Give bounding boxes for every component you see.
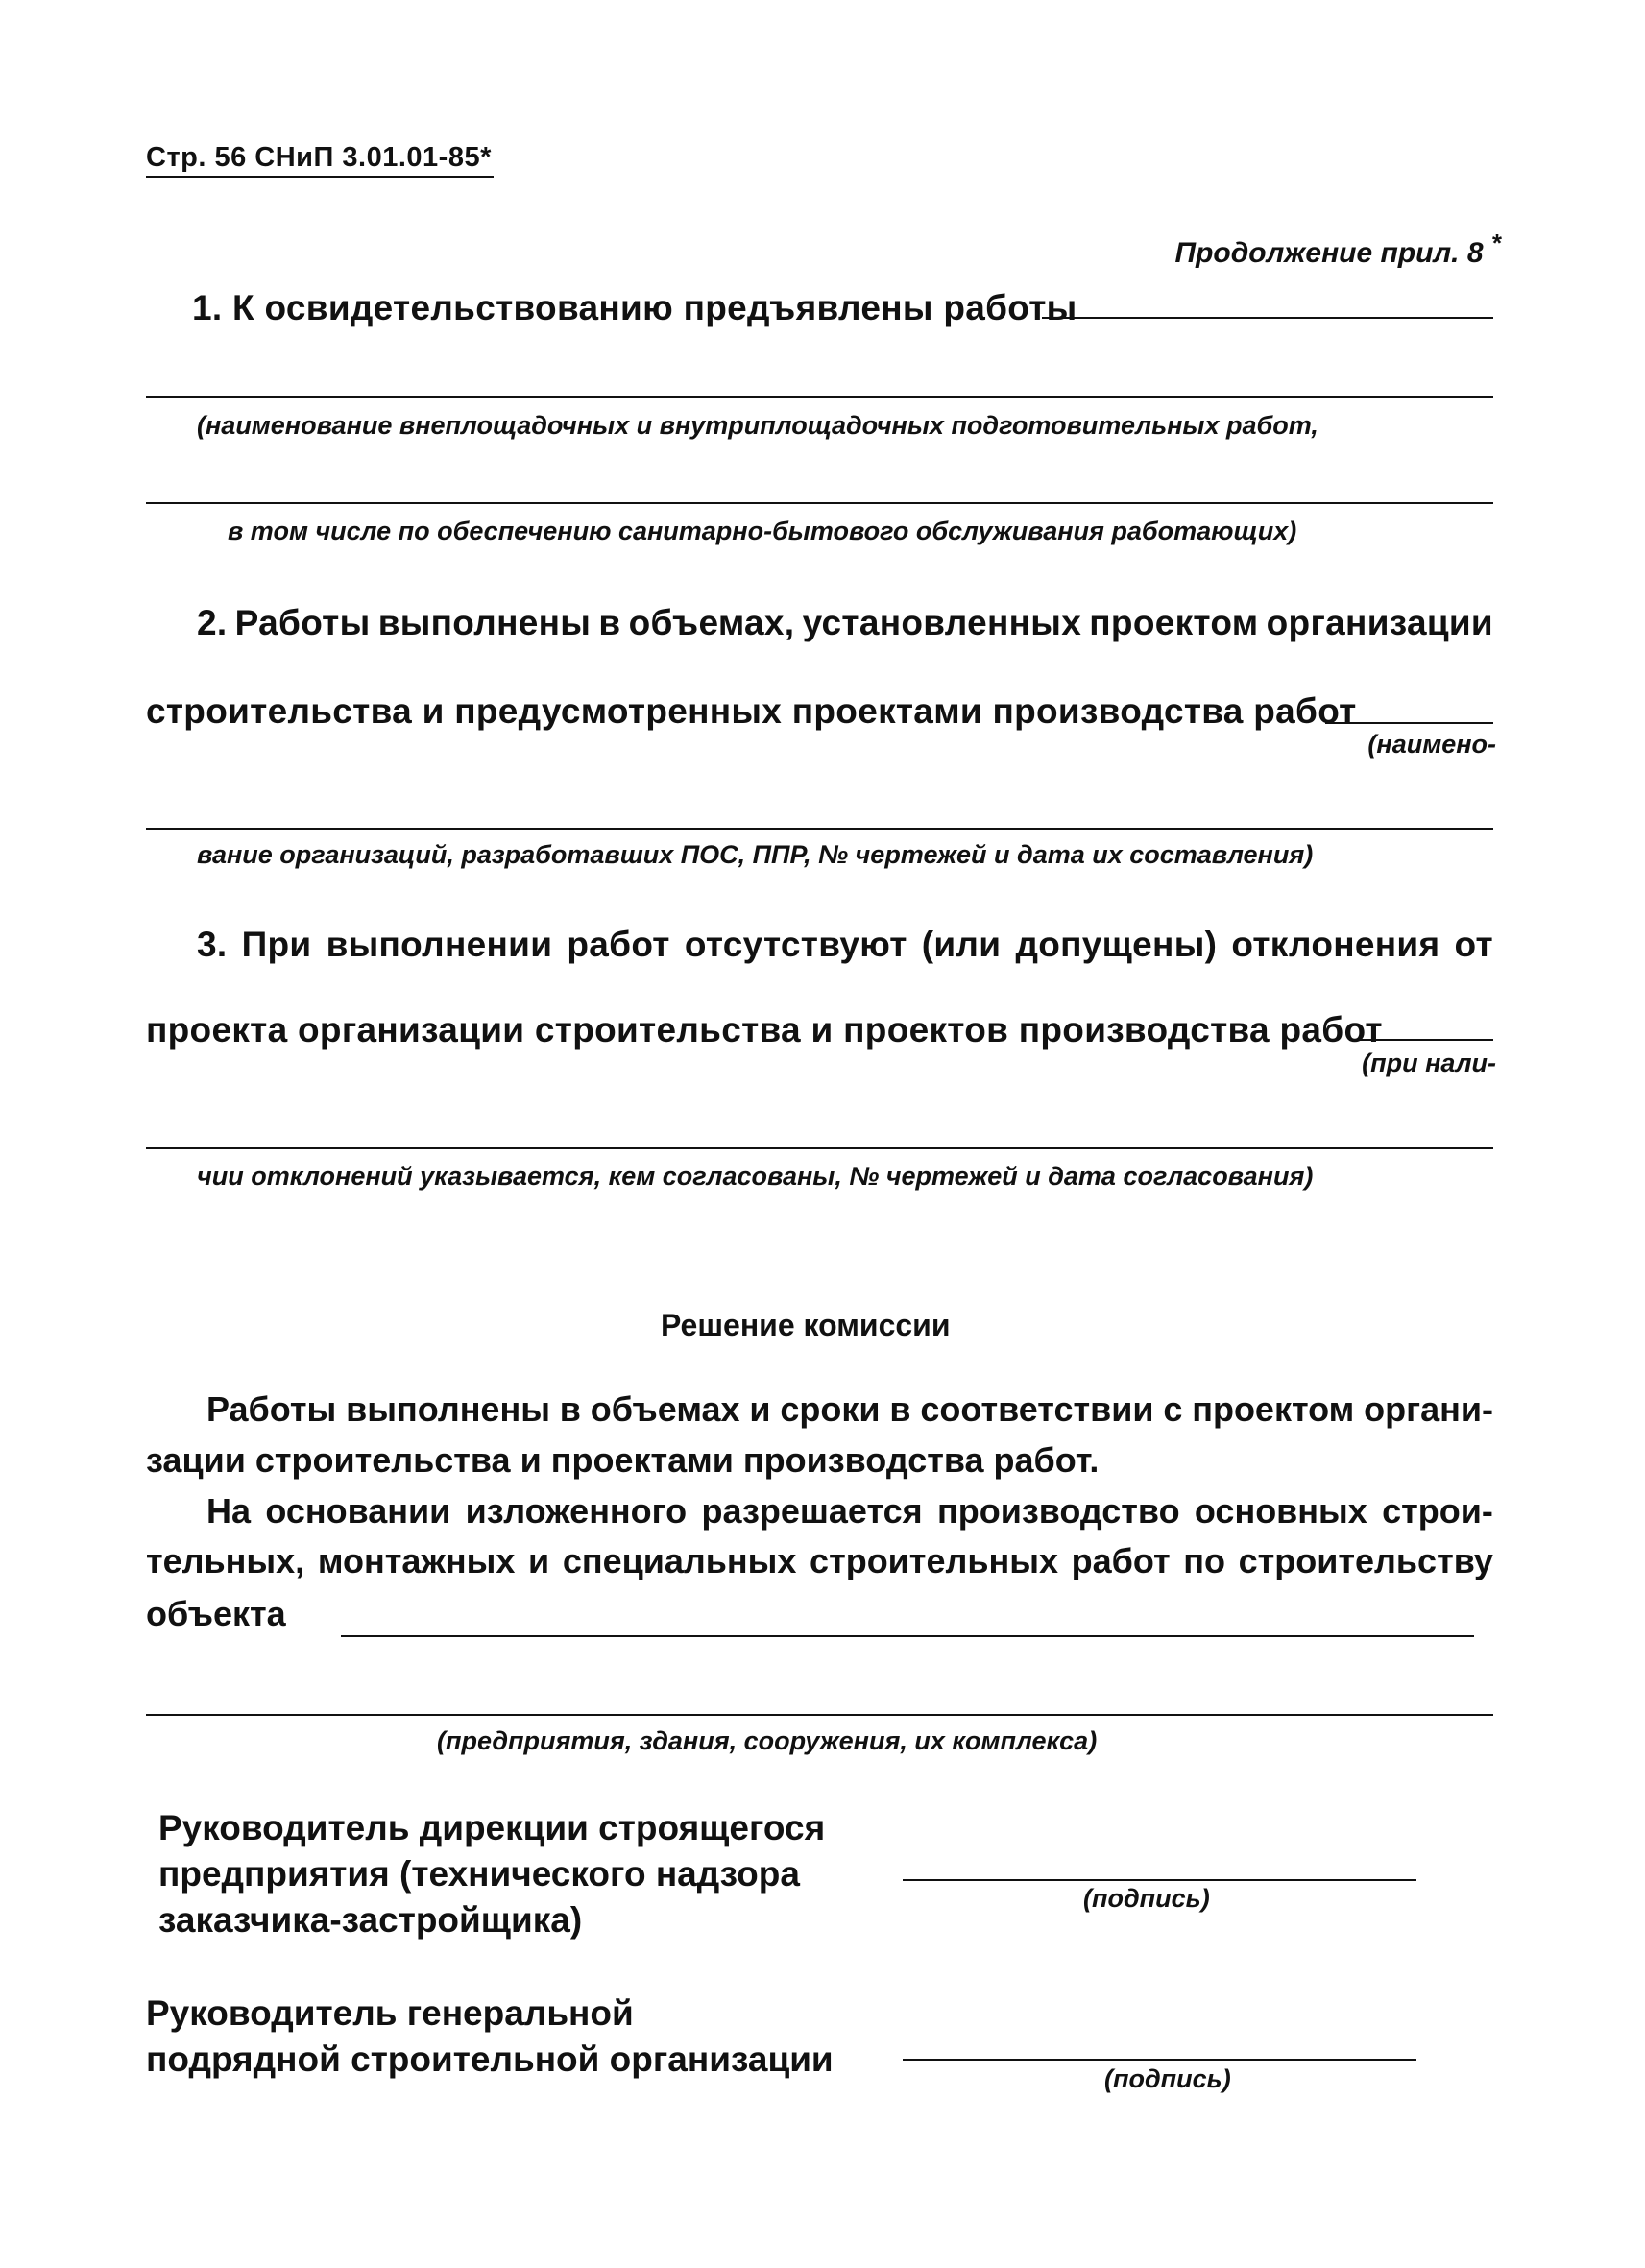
object-fill-line-2	[146, 1714, 1493, 1716]
word: выполнены	[346, 1389, 550, 1429]
word: производство	[936, 1491, 1180, 1531]
word: (или	[921, 925, 1002, 964]
item3-fill-line	[1349, 1039, 1493, 1041]
word: с	[1163, 1389, 1183, 1429]
item3-caption-end: чии отклонений указывается, кем согласованы, № чертежей и дата согласования)	[197, 1162, 1314, 1191]
item1-caption-1: (наименование внеплощадочных и внутриплощадочных подготовительных работ,	[197, 411, 1318, 440]
word: и	[528, 1541, 550, 1580]
decision-p2-line1	[206, 1491, 1493, 1532]
item2-caption-end: вание организаций, разработавших ПОС, ППР, № чертежей и дата их составления)	[197, 840, 1314, 869]
word: Работы	[206, 1389, 337, 1429]
word: 2.	[197, 603, 228, 642]
word: строительству	[1238, 1541, 1493, 1580]
signature-role-2: Руководитель генеральной подрядной строительной организации	[146, 1993, 834, 2079]
word: объемах,	[628, 603, 795, 642]
word: изложенного	[465, 1491, 688, 1531]
item1-fill-line-2	[146, 396, 1493, 398]
word: специальных	[562, 1541, 797, 1580]
item2-line1	[197, 603, 1493, 643]
item2-line2: строительства и предусмотренных проектами производства работ	[146, 691, 1357, 731]
word: На	[206, 1491, 252, 1531]
word: от	[1454, 925, 1493, 964]
word: проектом	[1089, 603, 1259, 642]
decision-p1-line1	[206, 1389, 1493, 1430]
word: работ	[1071, 1541, 1171, 1580]
decision-p1-line2: зации строительства и проектами производства работ.	[146, 1440, 1100, 1480]
item2-caption-start: (наимено-	[1367, 730, 1496, 759]
item3-line1	[197, 925, 1493, 965]
page-header: Стр. 56 СНиП 3.01.01-85*	[146, 142, 494, 178]
decision-title: Решение комиссии	[661, 1308, 951, 1342]
object-label: объекта	[146, 1594, 286, 1633]
word: монтажных	[317, 1541, 516, 1580]
word: выполнении	[326, 925, 553, 964]
object-fill-line	[341, 1635, 1474, 1637]
word: строи-	[1382, 1491, 1493, 1531]
signature-role-1: Руководитель дирекции строящегося предприятия (технического надзора заказчика-застройщика)	[158, 1808, 826, 1940]
signature-line-1	[903, 1879, 1416, 1881]
decision-p2-line2	[146, 1541, 1493, 1581]
word: организации	[1266, 603, 1493, 642]
item3-caption-start: (при нали-	[1362, 1049, 1496, 1077]
signature-caption-2: (подпись)	[1104, 2064, 1231, 2093]
signature-caption-1: (подпись)	[1083, 1884, 1210, 1913]
asterisk-mark: *	[1490, 229, 1501, 257]
item1-fill-line	[1042, 317, 1493, 319]
item1-fill-line-3	[146, 502, 1493, 504]
word: соответствии	[920, 1389, 1154, 1429]
word: и	[749, 1389, 771, 1429]
word: работ	[567, 925, 670, 964]
word: выполнены	[377, 603, 592, 642]
word: отклонения	[1231, 925, 1440, 964]
word: допущены)	[1015, 925, 1218, 964]
word: отсутствуют	[684, 925, 907, 964]
word: объемах	[590, 1389, 740, 1429]
signature-line-2	[903, 2059, 1416, 2061]
word: сроки	[780, 1389, 881, 1429]
word: При	[241, 925, 312, 964]
object-caption: (предприятия, здания, сооружения, их комплекса)	[437, 1726, 1098, 1755]
word: Работы	[234, 603, 371, 642]
item3-line2: проекта организации строительства и проектов производства работ	[146, 1010, 1383, 1050]
word: тельных,	[146, 1541, 305, 1580]
item1-label: 1. К освидетельствованию предъявлены работы	[192, 288, 1077, 327]
word: в	[598, 603, 621, 642]
item2-fill-line-2	[146, 828, 1493, 830]
word: 3.	[197, 925, 228, 964]
item1-caption-2: в том числе по обеспечению санитарно-бытового обслуживания работающих)	[228, 517, 1297, 545]
word: разрешается	[701, 1491, 923, 1531]
word: основании	[265, 1491, 451, 1531]
word: проектом	[1192, 1389, 1355, 1429]
word: в	[889, 1389, 911, 1429]
word: по	[1183, 1541, 1225, 1580]
word: установленных	[802, 603, 1082, 642]
item2-fill-line	[1325, 722, 1493, 724]
word: органи-	[1364, 1389, 1493, 1429]
word: основных	[1194, 1491, 1367, 1531]
item3-fill-line-2	[146, 1147, 1493, 1149]
continuation-label: Продолжение прил. 8 *	[1174, 229, 1501, 269]
word: в	[559, 1389, 581, 1429]
word: строительных	[810, 1541, 1058, 1580]
